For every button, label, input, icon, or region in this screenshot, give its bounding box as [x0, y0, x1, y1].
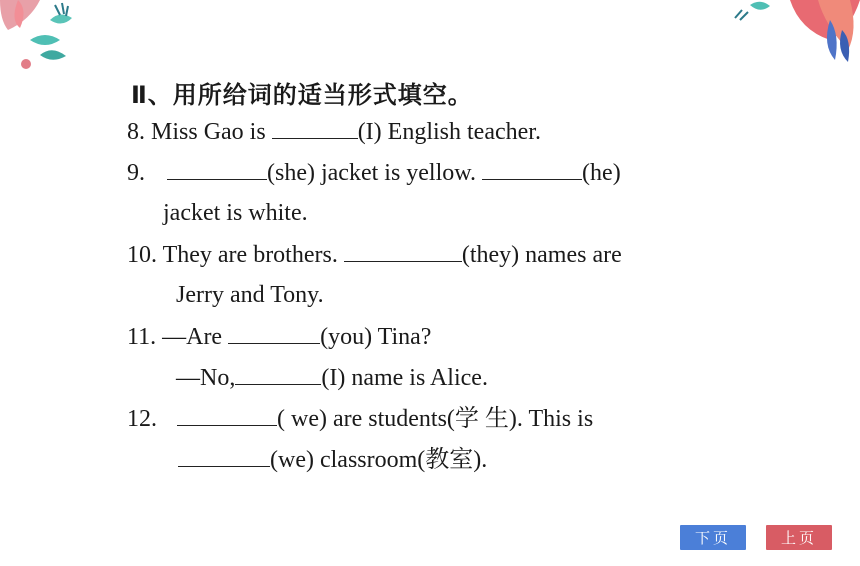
question-8 [127, 116, 541, 146]
previous-page-button[interactable]: 上页 [766, 525, 832, 550]
next-page-button[interactable]: 下页 [680, 525, 746, 550]
question-text: (we) classroom(教室). [270, 447, 488, 473]
question-text: (I) name is Alice. [321, 365, 488, 391]
question-number: 11. [127, 324, 157, 350]
question-text: jacket is white. [163, 200, 308, 226]
question-text: (she) jacket is yellow. [267, 160, 477, 186]
question-text: ( we) are students(学 生). This is [277, 406, 594, 432]
answer-blank[interactable] [344, 239, 462, 262]
question-12 [127, 403, 593, 433]
section-heading: Ⅱ、用所给词的适当形式填空。 [131, 81, 473, 109]
question-text: Miss Gao is [151, 119, 266, 145]
question-text: (they) names are [461, 242, 622, 268]
question-text: They are brothers. [162, 242, 338, 268]
answer-blank[interactable] [482, 157, 582, 180]
answer-blank[interactable] [178, 444, 270, 467]
question-text: (I) English teacher. [357, 119, 541, 145]
answer-blank[interactable] [177, 403, 277, 426]
question-text: —No, [176, 365, 236, 391]
question-9 [127, 157, 621, 187]
answer-blank[interactable] [235, 362, 321, 385]
question-text: Jerry and Tony. [176, 282, 324, 308]
answer-blank[interactable] [272, 116, 358, 139]
question-10 [127, 239, 622, 269]
answer-blank[interactable] [167, 157, 267, 180]
question-number: 12. [127, 406, 157, 432]
question-text: (he) [582, 160, 621, 186]
question-11-continued [176, 362, 488, 392]
answer-blank[interactable] [228, 321, 320, 344]
question-10-continued [176, 280, 324, 310]
question-9-continued [163, 198, 308, 228]
question-text: (you) Tina? [320, 324, 432, 350]
question-number: 10. [127, 242, 157, 268]
question-12-continued [178, 444, 487, 474]
question-text: —Are [162, 324, 223, 350]
question-11 [127, 321, 431, 351]
floral-decoration-top-left [0, 0, 110, 90]
question-number: 8. [127, 119, 145, 145]
floral-decoration-top-right [730, 0, 860, 70]
question-number: 9. [127, 160, 145, 186]
